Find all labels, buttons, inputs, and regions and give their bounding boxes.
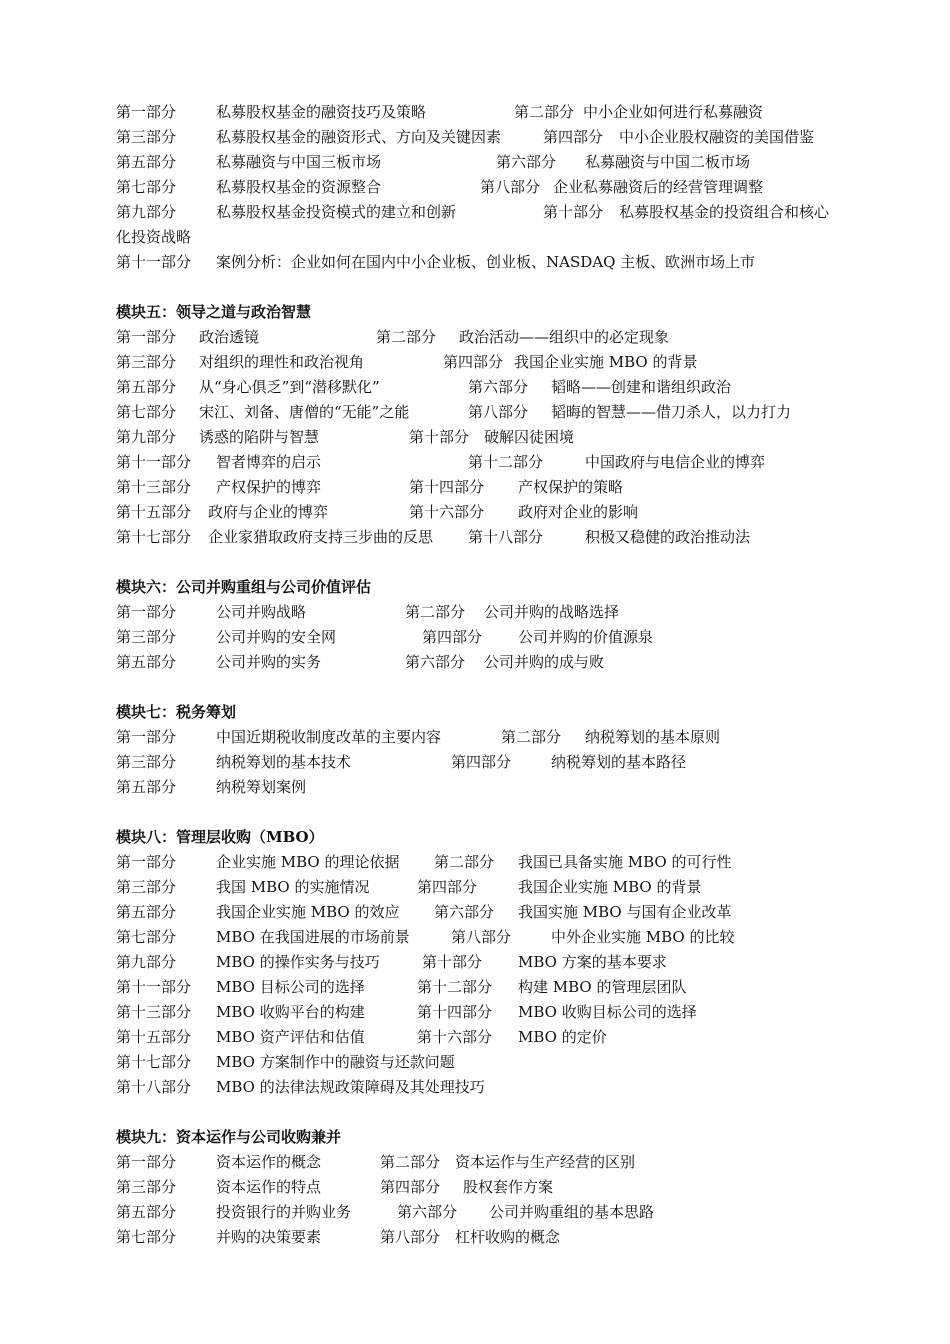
part-title: 化投资战略: [116, 228, 192, 246]
part-label: 第七部分: [116, 178, 177, 196]
part-title: 公司并购重组的基本思路: [489, 1203, 655, 1221]
part-label: 第十一部分: [116, 978, 192, 996]
section-spacer: [116, 275, 876, 300]
part-title: 资本运作的概念: [216, 1153, 322, 1171]
part-title: 我国企业实施 MBO 的背景: [518, 878, 702, 896]
part-label: 第五部分: [116, 153, 177, 171]
part-title: MBO 在我国进展的市场前景: [216, 928, 410, 946]
part-title: 资本运作的特点: [216, 1178, 322, 1196]
part-label: 第三部分: [116, 1178, 177, 1196]
part-label: 第四部分: [417, 878, 478, 896]
module5-row: [116, 500, 876, 525]
part-title: MBO 目标公司的选择: [216, 978, 365, 996]
part-title: 私募股权基金的融资技巧及策略: [216, 103, 427, 121]
module7-row: [116, 725, 876, 750]
part-label: 第十二部分: [417, 978, 493, 996]
module9-row: [116, 1200, 876, 1225]
module8-row: [116, 850, 876, 875]
part-title: MBO 方案的基本要求: [518, 953, 667, 971]
part-label: 第六部分: [496, 153, 557, 171]
part-label: 第五部分: [116, 778, 177, 796]
part-title: 纳税筹划的基本路径: [551, 753, 687, 771]
part-title: 杠杆收购的概念: [455, 1228, 561, 1246]
part-label: 第四部分: [422, 628, 483, 646]
module5-row: [116, 400, 876, 425]
part-label: 第二部分: [405, 603, 466, 621]
part-title: 股权套作方案: [463, 1178, 554, 1196]
section-spacer: [116, 1100, 876, 1125]
module8-heading: 模块八：管理层收购（MBO）: [116, 828, 324, 846]
part-label: 第三部分: [116, 353, 177, 371]
part-title: 企业家猎取政府支持三步曲的反思: [208, 528, 434, 546]
part-label: 第十部分: [422, 953, 483, 971]
part-label: 第三部分: [116, 128, 177, 146]
part-title: MBO 的操作实务与技巧: [216, 953, 380, 971]
part-title: 私募股权基金的资源整合: [216, 178, 382, 196]
part-label: 第十三部分: [116, 478, 192, 496]
part-title: 公司并购的实务: [216, 653, 322, 671]
part-label: 第十五部分: [116, 1028, 192, 1046]
part-label: 第六部分: [397, 1203, 458, 1221]
module9-row: [116, 1150, 876, 1175]
part-label: 第十五部分: [116, 503, 192, 521]
part-title: 中小企业如何进行私募融资: [583, 103, 764, 121]
part-title: 纳税筹划的基本技术: [216, 753, 352, 771]
module7-row: [116, 775, 876, 800]
part-title: 投资银行的并购业务: [216, 1203, 352, 1221]
part-title: 韬略——创建和谐组织政治: [551, 378, 732, 396]
module8-row: [116, 900, 876, 925]
part-label: 第十二部分: [468, 453, 544, 471]
part-title: 纳税筹划案例: [216, 778, 307, 796]
part-label: 第十一部分: [116, 253, 192, 271]
part-label: 第一部分: [116, 853, 177, 871]
part-title: 企业私募融资后的经营管理调整: [553, 178, 764, 196]
part-label: 第三部分: [116, 878, 177, 896]
module8-row: [116, 950, 876, 975]
part-title: 政府对企业的影响: [518, 503, 639, 521]
part-label: 第十三部分: [116, 1003, 192, 1021]
part-label: 第九部分: [116, 428, 177, 446]
part-label: 第十六部分: [417, 1028, 493, 1046]
module7-row: [116, 750, 876, 775]
document-content: [116, 100, 876, 1250]
module5-row: [116, 425, 876, 450]
part-label: 第六部分: [434, 903, 495, 921]
part-label: 第五部分: [116, 653, 177, 671]
part-label: 第六部分: [405, 653, 466, 671]
module4-row: [116, 150, 876, 175]
section-spacer: [116, 550, 876, 575]
part-title: 公司并购战略: [216, 603, 307, 621]
part-label: 第十部分: [409, 428, 470, 446]
part-title: 政治活动——组织中的必定现象: [459, 328, 670, 346]
part-title: 私募融资与中国二板市场: [585, 153, 751, 171]
module9-heading: 模块九：资本运作与公司收购兼并: [116, 1128, 342, 1146]
part-label: 第九部分: [116, 203, 177, 221]
part-title: 智者博弈的启示: [216, 453, 322, 471]
part-title: MBO 方案制作中的融资与还款问题: [216, 1053, 455, 1071]
section-spacer: [116, 675, 876, 700]
part-title: 公司并购的价值源泉: [518, 628, 654, 646]
part-title: 我国 MBO 的实施情况: [216, 878, 370, 896]
part-label: 第四部分: [451, 753, 512, 771]
part-label: 第三部分: [116, 753, 177, 771]
part-label: 第十一部分: [116, 453, 192, 471]
part-title: 构建 MBO 的管理层团队: [518, 978, 687, 996]
module8-row: [116, 1025, 876, 1050]
part-title: 破解囚徒困境: [484, 428, 575, 446]
module7-heading: 模块七：税务筹划: [116, 703, 237, 721]
part-title: 中国政府与电信企业的博弈: [585, 453, 766, 471]
part-label: 第十四部分: [409, 478, 485, 496]
module4-row: [116, 175, 876, 200]
part-title: 私募股权基金的投资组合和核心: [619, 203, 830, 221]
module8-row: [116, 975, 876, 1000]
part-label: 第四部分: [380, 1178, 441, 1196]
part-title: 私募股权基金的融资形式、方向及关键因素: [216, 128, 502, 146]
part-title: MBO 的法律法规政策障碍及其处理技巧: [216, 1078, 485, 1096]
part-title: 我国企业实施 MBO 的效应: [216, 903, 400, 921]
part-label: 第四部分: [543, 128, 604, 146]
part-title: 纳税筹划的基本原则: [585, 728, 721, 746]
section-spacer: [116, 800, 876, 825]
part-title: 公司并购的成与败: [484, 653, 605, 671]
module6-row: [116, 650, 876, 675]
part-label: 第十六部分: [409, 503, 485, 521]
part-label: 第一部分: [116, 103, 177, 121]
part-label: 第五部分: [116, 1203, 177, 1221]
module5-row: [116, 350, 876, 375]
module8-row: [116, 925, 876, 950]
part-title: 从“身心俱乏”到“潜移默化”: [199, 378, 380, 396]
part-title: 我国实施 MBO 与国有企业改革: [518, 903, 732, 921]
part-label: 第二部分: [434, 853, 495, 871]
part-label: 第十部分: [543, 203, 604, 221]
part-label: 第一部分: [116, 728, 177, 746]
module8-row: [116, 1050, 876, 1075]
part-title: MBO 收购平台的构建: [216, 1003, 365, 1021]
module5-heading: 模块五：领导之道与政治智慧: [116, 303, 312, 321]
part-label: 第十七部分: [116, 528, 192, 546]
part-title: 企业实施 MBO 的理论依据: [216, 853, 400, 871]
part-title: 韬晦的智慧——借刀杀人，以力打力: [551, 403, 792, 421]
part-label: 第十四部分: [417, 1003, 493, 1021]
module8-row: [116, 1075, 876, 1100]
part-label: 第十七部分: [116, 1053, 192, 1071]
module8-row: [116, 1000, 876, 1025]
part-label: 第三部分: [116, 628, 177, 646]
module4-row: [116, 200, 876, 225]
part-label: 第八部分: [480, 178, 541, 196]
module4-row: [116, 225, 876, 250]
module9-row: [116, 1175, 876, 1200]
part-title: 案例分析：企业如何在国内中小企业板、创业板、NASDAQ 主板、欧洲市场上市: [216, 253, 756, 271]
part-label: 第二部分: [376, 328, 437, 346]
part-title: 宋江、刘备、唐僧的“无能”之能: [199, 403, 410, 421]
part-label: 第十八部分: [468, 528, 544, 546]
part-label: 第一部分: [116, 328, 177, 346]
part-label: 第一部分: [116, 1153, 177, 1171]
module5-row: [116, 325, 876, 350]
part-title: 公司并购的安全网: [216, 628, 337, 646]
part-label: 第四部分: [443, 353, 504, 371]
module5-row: [116, 525, 876, 550]
part-title: 对组织的理性和政治视角: [199, 353, 365, 371]
module5-row: [116, 475, 876, 500]
part-title: 政治透镜: [199, 328, 260, 346]
part-title: 产权保护的策略: [518, 478, 624, 496]
module4-row: [116, 125, 876, 150]
part-title: 积极又稳健的政治推动法: [585, 528, 751, 546]
part-title: 私募融资与中国三板市场: [216, 153, 382, 171]
module6-row: [116, 625, 876, 650]
part-label: 第五部分: [116, 903, 177, 921]
module5-row: [116, 450, 876, 475]
part-label: 第九部分: [116, 953, 177, 971]
part-label: 第七部分: [116, 928, 177, 946]
part-title: 公司并购的战略选择: [484, 603, 620, 621]
part-title: 中国近期税收制度改革的主要内容: [216, 728, 442, 746]
part-title: 资本运作与生产经营的区别: [455, 1153, 636, 1171]
part-label: 第二部分: [514, 103, 575, 121]
module8-row: [116, 875, 876, 900]
part-title: MBO 的定价: [518, 1028, 607, 1046]
part-label: 第二部分: [501, 728, 562, 746]
module9-row: [116, 1225, 876, 1250]
part-label: 第十八部分: [116, 1078, 192, 1096]
part-title: 产权保护的博弈: [216, 478, 322, 496]
module5-row: [116, 375, 876, 400]
part-title: MBO 收购目标公司的选择: [518, 1003, 697, 1021]
module6-row: [116, 600, 876, 625]
part-title: 我国已具备实施 MBO 的可行性: [518, 853, 732, 871]
part-label: 第一部分: [116, 603, 177, 621]
part-title: 中外企业实施 MBO 的比较: [551, 928, 735, 946]
part-label: 第八部分: [451, 928, 512, 946]
part-label: 第二部分: [380, 1153, 441, 1171]
part-title: 政府与企业的博弈: [208, 503, 329, 521]
part-title: 中小企业股权融资的美国借鉴: [619, 128, 815, 146]
module4-row: [116, 100, 876, 125]
part-title: 并购的决策要素: [216, 1228, 322, 1246]
part-label: 第七部分: [116, 1228, 177, 1246]
module4-row: [116, 250, 876, 275]
part-title: 私募股权基金投资模式的建立和创新: [216, 203, 457, 221]
part-label: 第八部分: [380, 1228, 441, 1246]
module6-heading: 模块六：公司并购重组与公司价值评估: [116, 578, 372, 596]
part-label: 第八部分: [468, 403, 529, 421]
part-title: 我国企业实施 MBO 的背景: [514, 353, 698, 371]
part-title: MBO 资产评估和估值: [216, 1028, 365, 1046]
part-label: 第七部分: [116, 403, 177, 421]
part-title: 诱惑的陷阱与智慧: [199, 428, 320, 446]
part-label: 第六部分: [468, 378, 529, 396]
part-label: 第五部分: [116, 378, 177, 396]
